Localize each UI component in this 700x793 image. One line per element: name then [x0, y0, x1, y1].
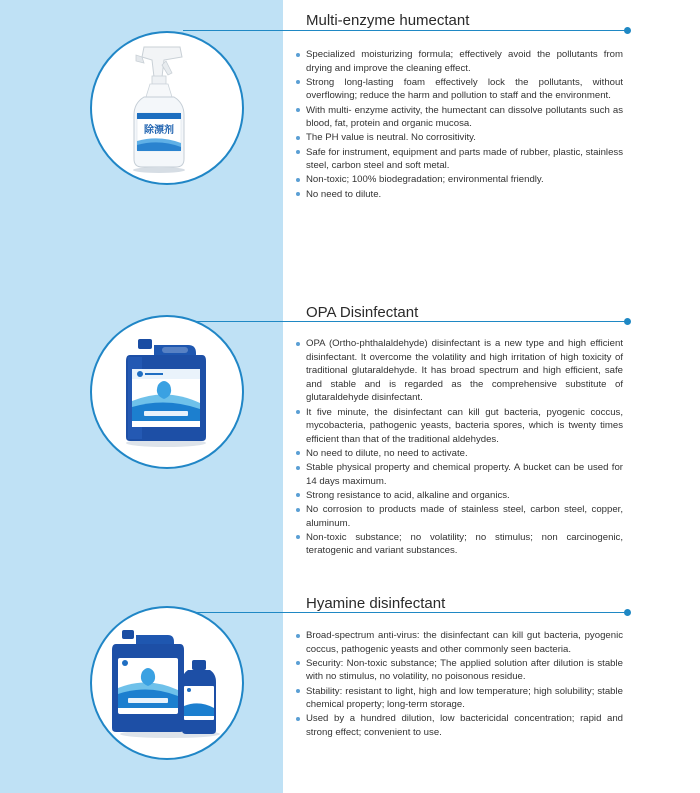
list-item: No need to dilute, no need to activate. [296, 447, 623, 461]
list-item: No need to dilute. [296, 188, 623, 202]
list-item: It five minute, the disinfectant can kill gut bacteria, pyogenic coccus, mycobacteria, pathogenic yeasts, bacteria spores, which is twenty times efficient than that of the traditional aldehydes. [296, 406, 623, 447]
list-item: Security: Non-toxic substance; The applied solution after dilution is stable with no stimulus, no volatility, no poisonous residue. [296, 657, 623, 684]
product-image-frame [90, 606, 244, 760]
bottle-label-text: 除漂剂 [144, 125, 174, 136]
list-item: Strong resistance to acid, alkaline and organics. [296, 489, 623, 503]
jerrycan-image [92, 317, 242, 467]
list-item: OPA (Ortho-phthalaldehyde) disinfectant is a new type and high efficient disinfectant. It overcome the volatility and high irritation of high toxicity of traditional glutaraldehyde. It has broad spectrum and high efficient, safe and stable and is regarded as the comprehensive substitute of glutaraldehyde disinfectant. [296, 337, 623, 405]
list-item: With multi- enzyme activity, the humectant can dissolve pollutants such as blood, fat, protein and organic mucosa. [296, 104, 623, 131]
list-item: Non-toxic substance; no volatility; no stimulus; non carcinogenic, teratogenic and variant substances. [296, 531, 623, 558]
jerrycan-and-bottle-image [92, 608, 242, 758]
list-item: Broad-spectrum anti-virus: the disinfectant can kill gut bacteria, pyogenic coccus, pathogenic yeasts and other commonly seen bacteria. [296, 629, 623, 656]
title-rule [183, 321, 628, 322]
title-rule [183, 30, 628, 31]
section-title: OPA Disinfectant [306, 304, 419, 321]
list-item: Stability: resistant to light, high and low temperature; high solubility; stable chemical property; long-term storage. [296, 685, 623, 712]
spray-bottle-image [92, 33, 242, 183]
list-item: Used by a hundred dilution, low bactericidal concentration; rapid and strong effect; convenient to use. [296, 712, 623, 739]
list-item: Non-toxic; 100% biodegradation; environmental friendly. [296, 173, 623, 187]
rule-end-dot [624, 609, 631, 616]
list-item: No corrosion to products made of stainless steel, carbon steel, copper, aluminum. [296, 503, 623, 530]
section-title: Multi-enzyme humectant [306, 12, 470, 29]
list-item: Stable physical property and chemical property. A bucket can be used for 14 days maximum. [296, 461, 623, 488]
list-item: Safe for instrument, equipment and parts made of rubber, plastic, stainless steel, carbon steel and soft metal. [296, 146, 623, 173]
feature-list [296, 48, 623, 202]
title-rule [183, 612, 628, 613]
list-item: Specialized moisturizing formula; effectively avoid the pollutants from drying and improve the cleaning effect. [296, 48, 623, 75]
list-item: The PH value is neutral. No corrositivity. [296, 131, 623, 145]
rule-end-dot [624, 318, 631, 325]
product-image-frame [90, 315, 244, 469]
product-image-frame [90, 31, 244, 185]
rule-end-dot [624, 27, 631, 34]
feature-list [296, 629, 623, 740]
section-title: Hyamine disinfectant [306, 595, 446, 612]
list-item: Strong long-lasting foam effectively lock the pollutants, without overflowing; reduce the harm and pollution to staff and the environment. [296, 76, 623, 103]
feature-list [296, 337, 623, 559]
